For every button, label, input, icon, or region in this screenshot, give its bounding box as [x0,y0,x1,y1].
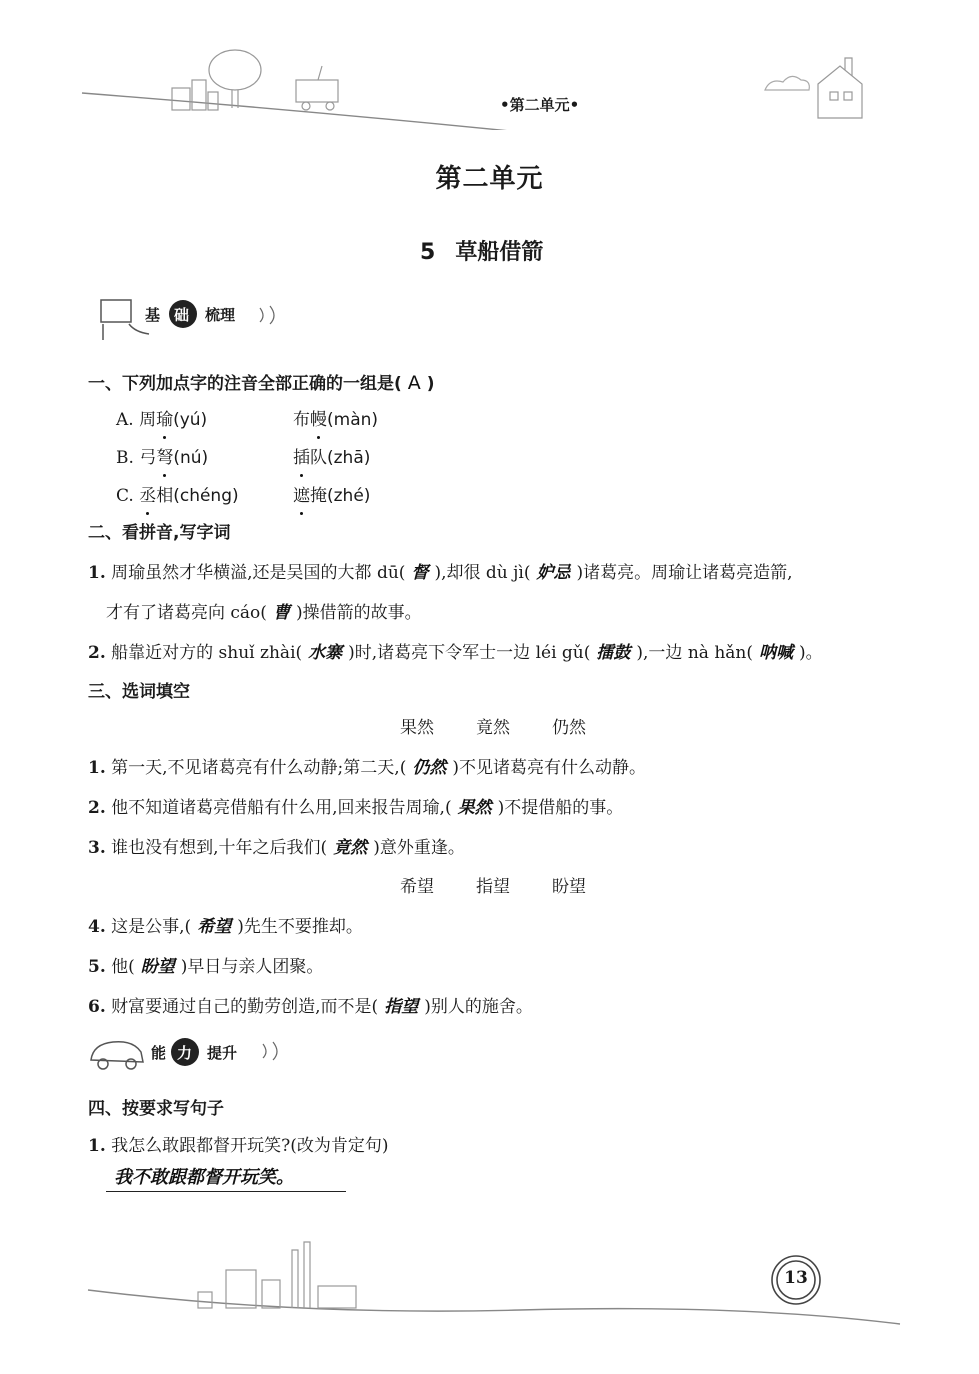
badge-label: 梳理 [205,306,236,324]
badge-char-inverse: 力 [177,1044,193,1062]
badge-char: 能 [151,1044,167,1062]
slide-icon [95,294,285,344]
q3-item-2: 2. 他不知道诸葛亮借船有什么用,回来报告周瑜,( 果然 )不提借船的事。 [88,798,624,818]
q1-option-b-word2: 插队(zhā) [293,443,370,468]
q4-answer-line[interactable] [106,1163,346,1192]
q3-item-3: 3. 谁也没有想到,十年之后我们( 竟然 )意外重逢。 [88,838,465,858]
q1-option-c: C. 丞相(chéng) [116,481,239,506]
lesson-number: 5 [420,240,436,265]
truck-icon [296,66,338,110]
badge-label: 提升 [207,1044,238,1062]
lesson-title [420,235,543,266]
q1-heading: 一、下列加点字的注音全部正确的一组是( A ) [88,372,435,394]
q2-item-2: 2. 船靠近对方的 shuǐ zhài( 水寨 )时,诸葛亮下令军士一边 léi gǔ( 擂鼓 ),一边 nà hǎn( 呐喊 )。 [88,643,823,663]
q4-item-1: 1. 我怎么敢跟都督开玩笑?(改为肯定句) [88,1136,389,1156]
q2-item-1-cont: 才有了诸葛亮向 cáo( 曹 )操借箭的故事。 [106,603,422,623]
header-decoration [0,40,979,130]
badge-char: 基 [145,306,161,324]
q4-answer: 我不敢跟都督开玩笑。 [114,1167,294,1188]
city-icon [198,1242,356,1308]
q3-item-1: 1. 第一天,不见诸葛亮有什么动静;第二天,( 仍然 )不见诸葛亮有什么动静。 [88,758,646,778]
header-unit-tag: •第二单元• [500,96,580,114]
cloud-icon [765,76,809,90]
q1-answer: A [407,372,421,394]
q1-option-a: A. 周瑜(yú) [116,405,207,430]
unit-title: 第二单元 [435,164,544,194]
section-badge-ability [85,1030,285,1074]
q3-item-5: 5. 他( 盼望 )早日与亲人团聚。 [88,957,324,977]
page-number: 13 [784,1268,808,1288]
lesson-name: 草船借箭 [455,240,544,265]
buildings-icon [172,80,218,110]
q3-word-bank-2: 希望 指望 盼望 [400,877,586,897]
q4-heading: 四、按要求写句子 [88,1099,224,1119]
footer-decoration [0,1240,979,1340]
q1-option-a-word2: 布幔(màn) [293,405,378,430]
badge-char-inverse: 础 [174,306,190,324]
q2-heading: 二、看拼音,写字词 [88,523,231,543]
q1-option-b: B. 弓弩(nú) [116,443,208,468]
q3-item-4: 4. 这是公事,( 希望 )先生不要推却。 [88,917,363,937]
q3-item-6: 6. 财富要通过自己的勤劳创造,而不是( 指望 )别人的施舍。 [88,997,533,1017]
q1-option-c-word2: 遮掩(zhé) [293,481,370,506]
q3-word-bank-1: 果然 竟然 仍然 [400,718,586,738]
house-icon [818,58,862,118]
section-badge-basic [95,294,285,344]
q3-heading: 三、选词填空 [88,682,190,702]
q2-item-1: 1. 周瑜虽然才华横溢,还是吴国的大都 dū( 督 ),却很 dù jì( 妒忌 )诸葛亮。周瑜让诸葛亮造箭, [88,563,793,583]
tree-icon [209,50,261,108]
